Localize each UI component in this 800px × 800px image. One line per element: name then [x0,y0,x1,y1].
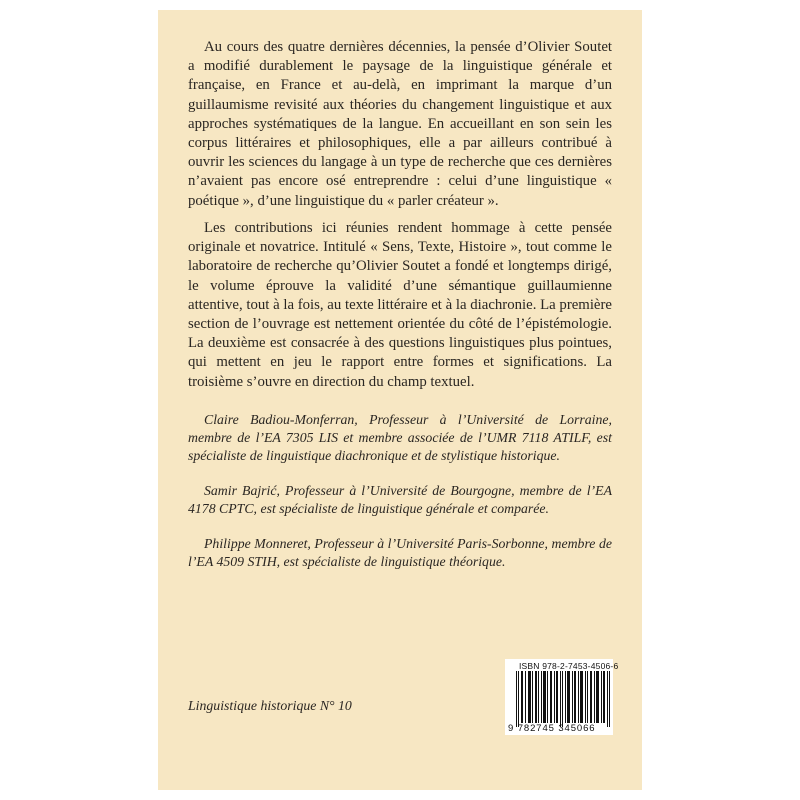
summary-paragraph-2: Les contributions ici réunies rendent hommage à cette pensée originale et novatrice. Intitulé « Sens, Texte, Histoire », tout comme le laboratoire de recherche qu’Olivier Soutet a fondé et longtemps dirigé, le volume éprouve la validité d’une sémantique guillaumienne attentive, tout à la fois, au texte littéraire et à la diachronie. La première section de l’ouvrage est nettement orientée du côté de l’épistémologie. La deuxième est consacrée à des questions linguistiques plus pointues, qui mettent en jeu le rapport entre formes et significations. La troisième s’ouvre en direction du champ textuel. [188,220,612,390]
isbn-label: ISBN 978-2-7453-4506-6 [519,661,619,671]
barcode-icon [516,671,610,727]
author-bio-bajric: Samir Bajrić, Professeur à l’Université de Bourgogne, membre de l’EA 4178 CPTC, est spécialiste de linguistique générale et comparée. [188,483,612,516]
summary-paragraph-1: Au cours des quatre dernières décennies, la pensée d’Olivier Soutet a modifié durablement le paysage de la linguistique générale et française, en France et au-delà, en imprimant la marque d’un guillaumisme revisité aux théories du changement linguistique et aux approches systématiques de la langue. En accueillant en son sein les corpus littéraires et philosophiques, elle a par ailleurs contribué à ouvrir les sciences du langage à un type de recherche que ces dernières n’avaient pas encore osé entreprendre : celui d’une linguistique « poétique », d’une linguistique du « parler créateur ». [188,39,612,209]
series-title: Linguistique historique N° 10 [188,698,352,713]
author-bio-monneret: Philippe Monneret, Professeur à l’Université Paris-Sorbonne, membre de l’EA 4509 STIH, est spécialiste de linguistique théorique. [188,536,612,569]
author-bio-badiou-monferran: Claire Badiou-Monferran, Professeur à l’Université de Lorraine, membre de l’EA 7305 LIS et membre associée de l’UMR 7118 ATILF, est spécialiste de linguistique diachronique et de stylistique historique. [188,412,612,463]
barcode-digits: 9 782745 345066 [508,723,596,734]
